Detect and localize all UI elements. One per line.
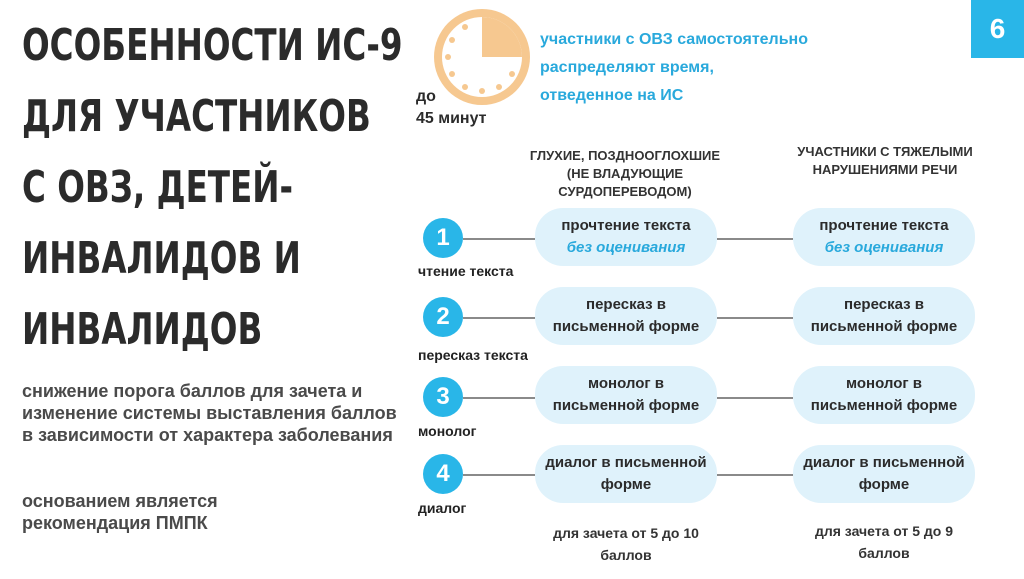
- footer-line: для зачета от 5 до 9: [814, 523, 954, 539]
- pill-text: монолог в: [845, 375, 923, 392]
- deaf-step-dialogue: [535, 445, 717, 503]
- deaf-pass-score: [530, 522, 722, 566]
- column-header-deaf: [500, 147, 750, 201]
- pill-subtext: без оценивания: [824, 239, 944, 256]
- time-note-line: участники с ОВЗ самостоятельно: [540, 31, 808, 48]
- pill-text: пересказ в: [586, 296, 666, 313]
- time-limit: [416, 86, 487, 130]
- page-number: 6: [971, 0, 1024, 58]
- time-note-line: отведенное на ИС: [540, 87, 684, 104]
- footer-line: для зачета от 5 до 10: [553, 525, 699, 541]
- deaf-step-reading: [535, 208, 717, 266]
- title-line: ОСОБЕННОСТИ ИС-9: [22, 20, 403, 71]
- pill-subtext: без оценивания: [566, 239, 686, 256]
- pill-text: диалог в письменной: [545, 454, 707, 471]
- pill-text: письменной форме: [810, 397, 958, 414]
- column-header-line: (НЕ ВЛАДУЮЩИЕ СУРДОПЕРЕВОДОМ): [558, 166, 692, 199]
- title-line: С ОВЗ, ДЕТЕЙ-: [22, 162, 294, 213]
- time-prefix: до: [416, 88, 436, 105]
- pill-text: форме: [600, 476, 652, 493]
- connector-line: [717, 397, 793, 399]
- title-line: ДЛЯ УЧАСТНИКОВ: [22, 91, 371, 142]
- time-value: 45 минут: [416, 110, 487, 127]
- step-label-monologue: монолог: [418, 423, 477, 439]
- title-line: ИНВАЛИДОВ И: [22, 233, 301, 284]
- column-header-line: ГЛУХИЕ, ПОЗДНООГЛОХШИЕ: [529, 148, 721, 163]
- connector-line: [717, 238, 793, 240]
- footer-line: баллов: [600, 547, 652, 563]
- speech-pass-score: [790, 520, 978, 564]
- speech-step-reading: [793, 208, 975, 266]
- speech-step-monologue: [793, 366, 975, 424]
- deaf-step-retelling: [535, 287, 717, 345]
- time-note: [540, 26, 860, 110]
- column-header-line: УЧАСТНИКИ С ТЯЖЕЛЫМИ: [797, 144, 973, 159]
- connector-line: [717, 317, 793, 319]
- speech-step-retelling: [793, 287, 975, 345]
- pill-text: форме: [858, 476, 910, 493]
- step-badge-1: 1: [423, 218, 463, 258]
- step-badge-4: 4: [423, 454, 463, 494]
- pill-text: прочтение текста: [561, 217, 691, 234]
- footer-line: баллов: [858, 545, 910, 561]
- pill-text: диалог в письменной: [803, 454, 965, 471]
- step-label-dialogue: диалог: [418, 500, 467, 516]
- step-label-reading: чтение текста: [418, 263, 514, 279]
- basis-note: основанием является рекомендация ПМПК: [22, 491, 218, 533]
- page-title: [22, 10, 403, 365]
- step-label-retelling: пересказ текста: [418, 347, 528, 363]
- pill-text: монолог в: [587, 375, 665, 392]
- pill-text: прочтение текста: [819, 217, 949, 234]
- pill-text: пересказ в: [844, 296, 924, 313]
- step-badge-3: 3: [423, 377, 463, 417]
- connector-line: [463, 474, 535, 476]
- step-badge-2: 2: [423, 297, 463, 337]
- connector-line: [463, 397, 535, 399]
- connector-line: [463, 238, 535, 240]
- column-header-line: НАРУШЕНИЯМИ РЕЧИ: [812, 162, 958, 177]
- speech-step-dialogue: [793, 445, 975, 503]
- time-note-line: распределяют время,: [540, 59, 714, 76]
- threshold-note: снижение порога баллов для зачета и изменение системы выставления баллов в зависимости от характера заболевания: [22, 381, 397, 445]
- connector-line: [717, 474, 793, 476]
- title-line: ИНВАЛИДОВ: [22, 304, 263, 355]
- connector-line: [463, 317, 535, 319]
- pill-text: письменной форме: [810, 318, 958, 335]
- pill-text: письменной форме: [552, 397, 700, 414]
- column-header-speech: [780, 143, 990, 179]
- pill-text: письменной форме: [552, 318, 700, 335]
- deaf-step-monologue: [535, 366, 717, 424]
